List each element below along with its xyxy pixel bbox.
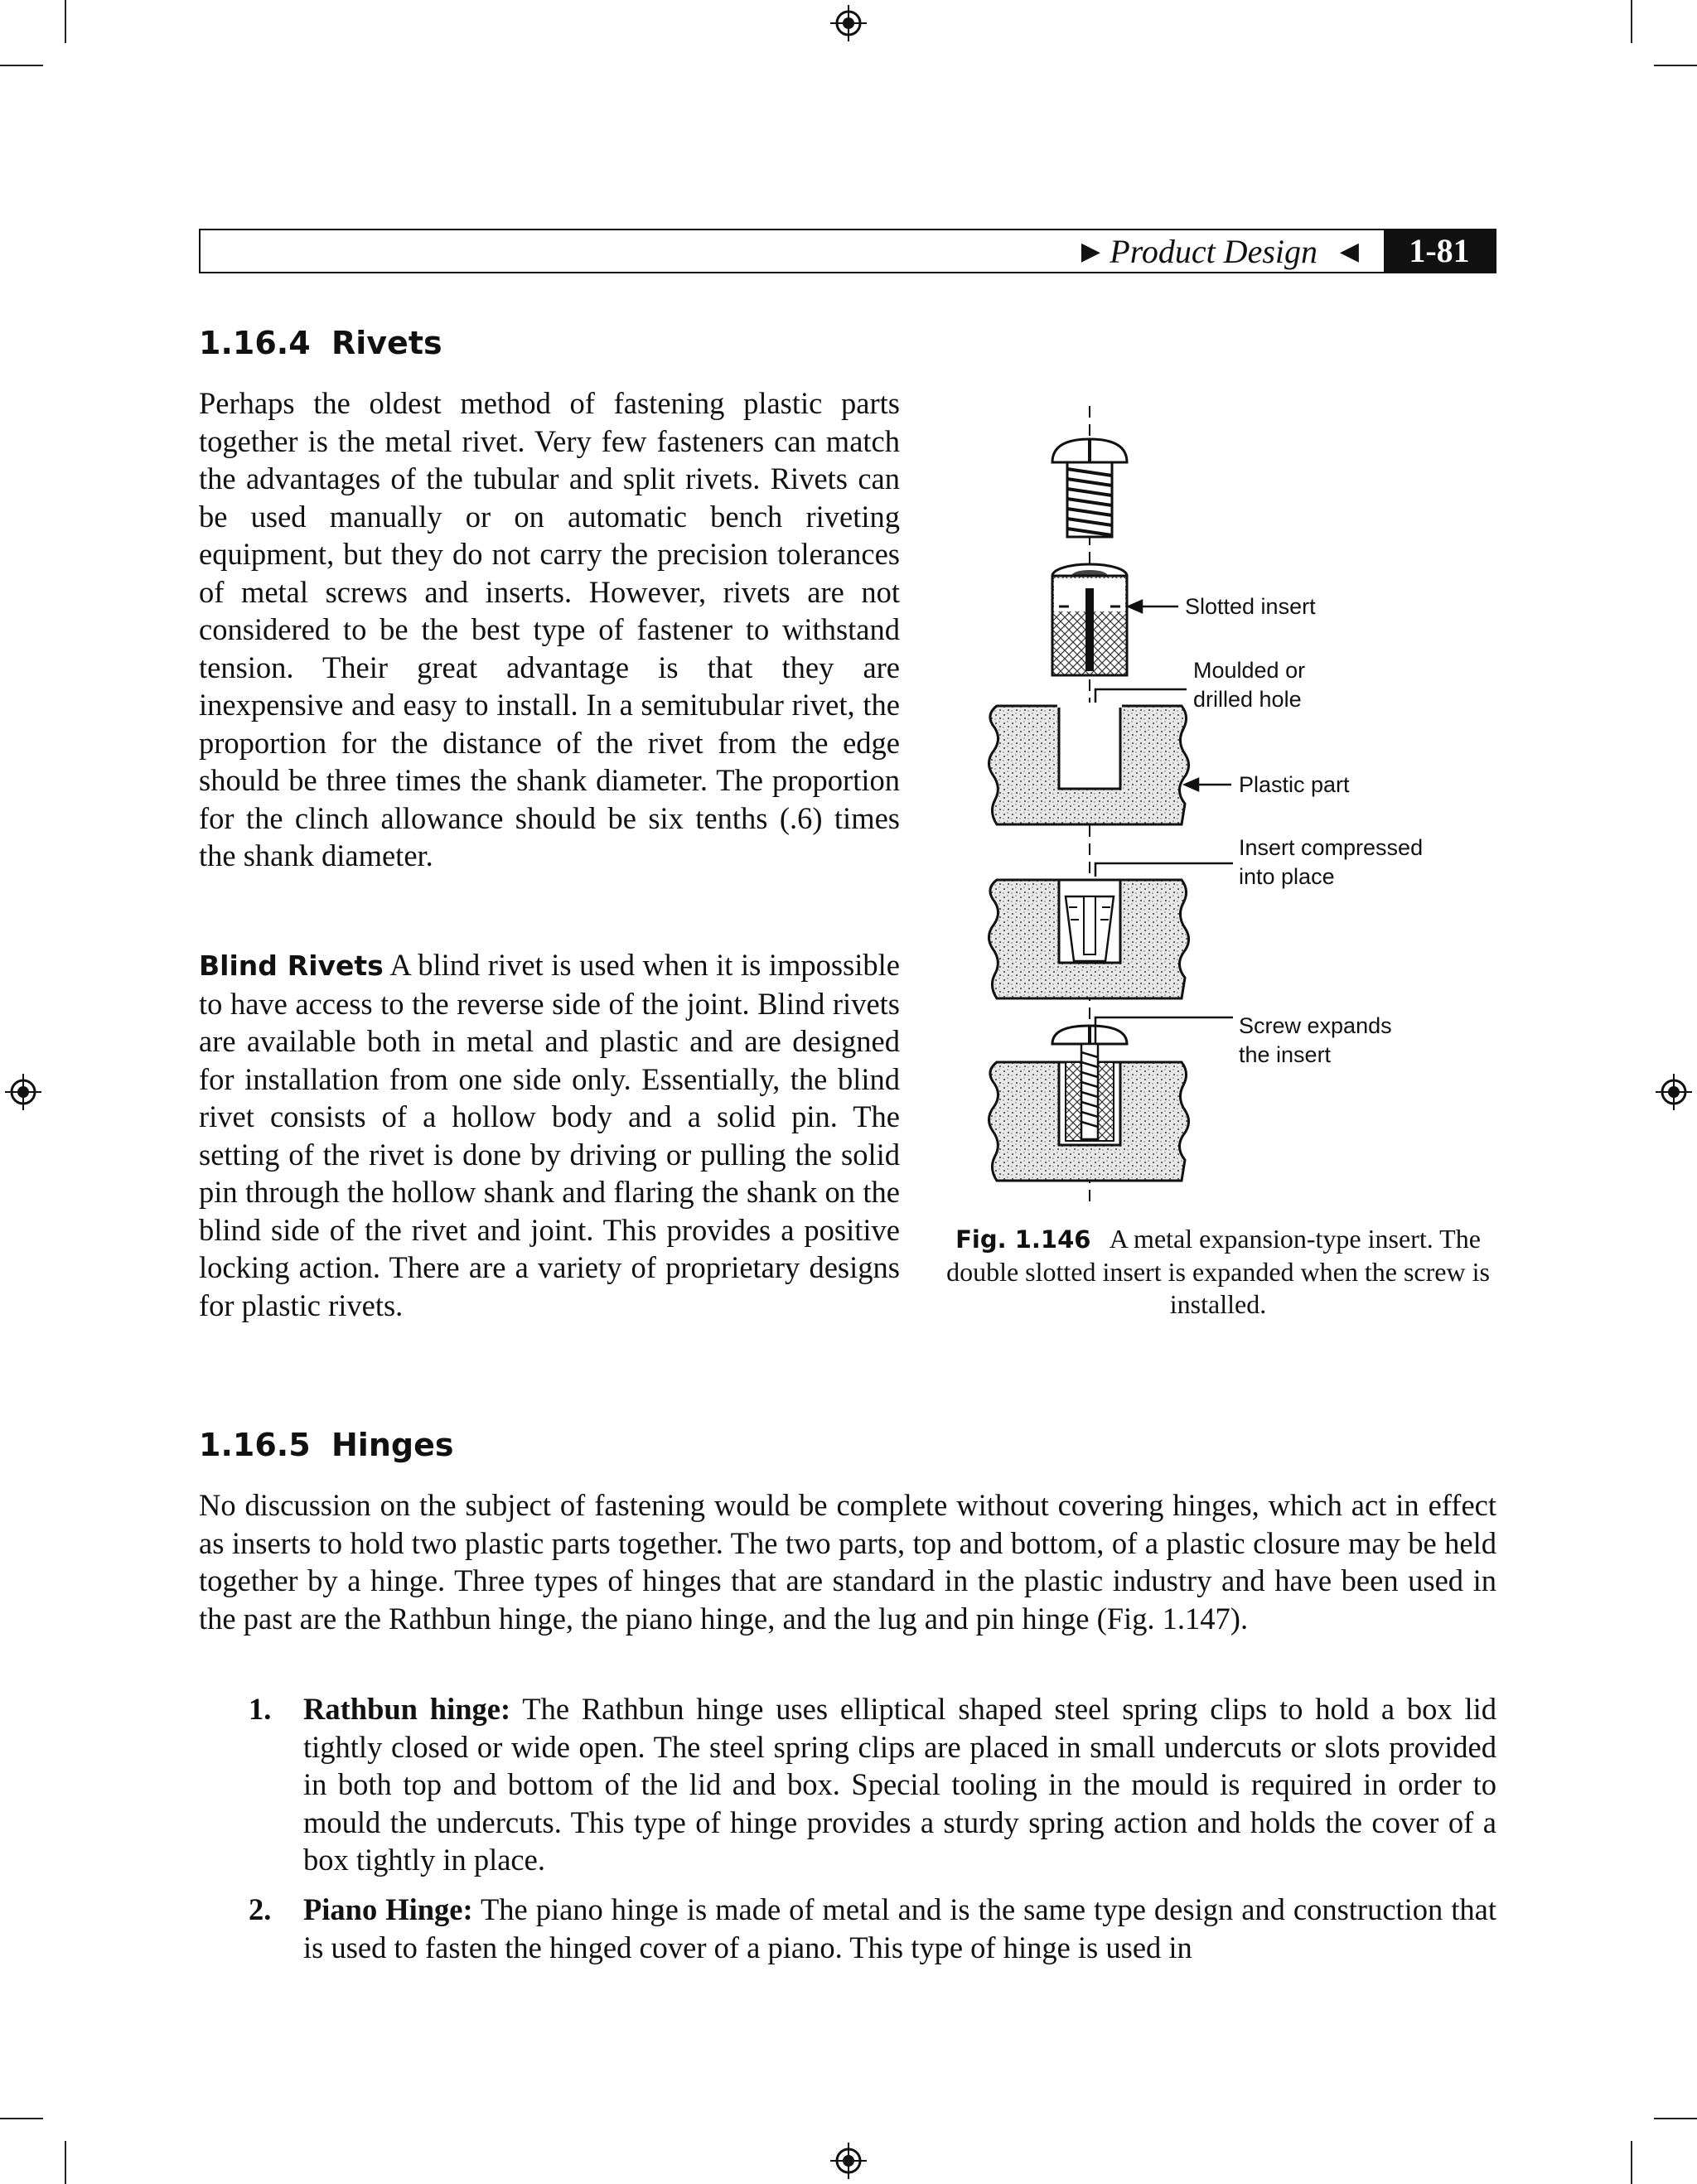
registration-mark-icon [830,5,867,41]
section-number: 1.16.5 [199,1427,311,1463]
figure-caption-label: Fig. 1.146 [955,1225,1091,1254]
crop-mark [1631,0,1632,43]
insert-compressed-drawing [989,880,1188,998]
label-slotted-insert: Slotted insert [1185,594,1316,619]
hinges-paragraph: No discussion on the subject of fastening would be complete without covering hinges, which act in effect as inserts to hold two plastic parts together. The two parts, top and bottom, of a plastic closure may be held together by a hinge. Three types of hinges that are standard in the plastic industry and have been used in the past are the Rathbun hinge, the piano hinge, and the lug and pin hinge (Fig. 1.147). [199,1488,1496,1636]
registration-mark-icon [1656,1074,1692,1110]
crop-mark [0,2118,43,2119]
list-item [249,1690,1497,1879]
label-plastic-part: Plastic part [1239,772,1350,797]
header-title: Product Design [1110,233,1317,270]
list-item-text: The piano hinge is made of metal and is the same type design and construction that is used to fasten the hinged cover of a piano. This type of hinge is used in [303,1892,1496,1964]
blind-rivets-text: A blind rivet is used when it is impossible to have access to the reverse side of the joint. Blind rivets are available both in metal and plastic and are designed for installation from one side only. Essentially, the blind rivet consists of a hollow body and a solid pin. The setting of the rivet is done by driving or pulling the solid pin through the hollow shank and flaring the shank on the blind side of the rivet and joint. This provides a positive locking action. There are a variety of proprietary designs for plastic rivets. [199,948,900,1322]
expansion-insert-figure [953,389,1500,1218]
crop-mark [1631,2141,1632,2184]
list-item-text: The Rathbun hinge uses elliptical shaped steel spring clips to hold a box lid tightly closed or wide open. The steel spring clips are placed in small undercuts or slots provided in both top and bottom of the lid and box. Special tooling in the mould is required in order to mould the undercuts. This type of hinge provides a sturdy spring action and holds the cover of a box tightly in place. [303,1692,1497,1877]
label-screw-line1: Screw expands [1239,1013,1392,1038]
plastic-part-drawing [989,703,1188,824]
label-moulded-line1: Moulded or [1193,658,1306,683]
section-title: Rivets [331,325,442,361]
list-item-number: 1. [249,1692,272,1726]
screw-expands-drawing [989,1026,1188,1181]
crop-mark [65,0,66,43]
page-number: 1-81 [1384,230,1495,272]
list-item-lead: Piano Hinge: [303,1892,473,1926]
crop-mark [1654,2118,1697,2119]
label-screw-line2: the insert [1239,1042,1332,1067]
list-item-lead: Rathbun hinge: [303,1692,511,1726]
list-item-number: 2. [249,1892,272,1926]
crop-mark [0,65,43,66]
right-triangle-icon: ▶ [1081,238,1100,265]
left-triangle-icon: ◀ [1339,238,1359,265]
rivets-paragraph: Perhaps the oldest method of fastening plastic parts together is the metal rivet. Very few fasteners can match the advantages of the tubular and split rivets. Rivets can be used manually or on automatic bench riveting equipment, but they do not carry the precision tolerances of metal screws and inserts. However, rivets are not considered to be the best type of fastener to withstand tension. Their great advantage is that they are inexpensive and easy to install. In a semitubular rivet, the proportion for the distance of the rivet from the edge should be three times the shank diameter. The proportion for the clinch allowance should be six tenths (.6) times the shank diameter. [199,386,900,872]
blind-rivets-lead: Blind Rivets [199,949,384,982]
running-header [199,229,1496,273]
crop-mark [65,2141,66,2184]
registration-mark-icon [830,2143,867,2179]
blind-rivets-paragraph [199,946,900,1324]
section-heading-hinges [199,1427,453,1463]
figure-caption-text: A metal expansion-type insert. The double slotted insert is expanded when the screw is installed. [946,1224,1490,1319]
slotted-insert-drawing [1052,564,1127,675]
section-title: Hinges [331,1427,454,1463]
figure-caption [945,1223,1492,1321]
section-heading-rivets [199,325,442,361]
label-moulded-line2: drilled hole [1193,687,1302,712]
crop-mark [1654,65,1697,66]
list-item [249,1891,1496,1966]
label-compressed-line1: Insert compressed [1239,835,1424,860]
section-number: 1.16.4 [199,325,311,361]
registration-mark-icon [5,1074,41,1110]
label-compressed-line2: into place [1239,864,1335,889]
screw-drawing [1052,439,1127,537]
